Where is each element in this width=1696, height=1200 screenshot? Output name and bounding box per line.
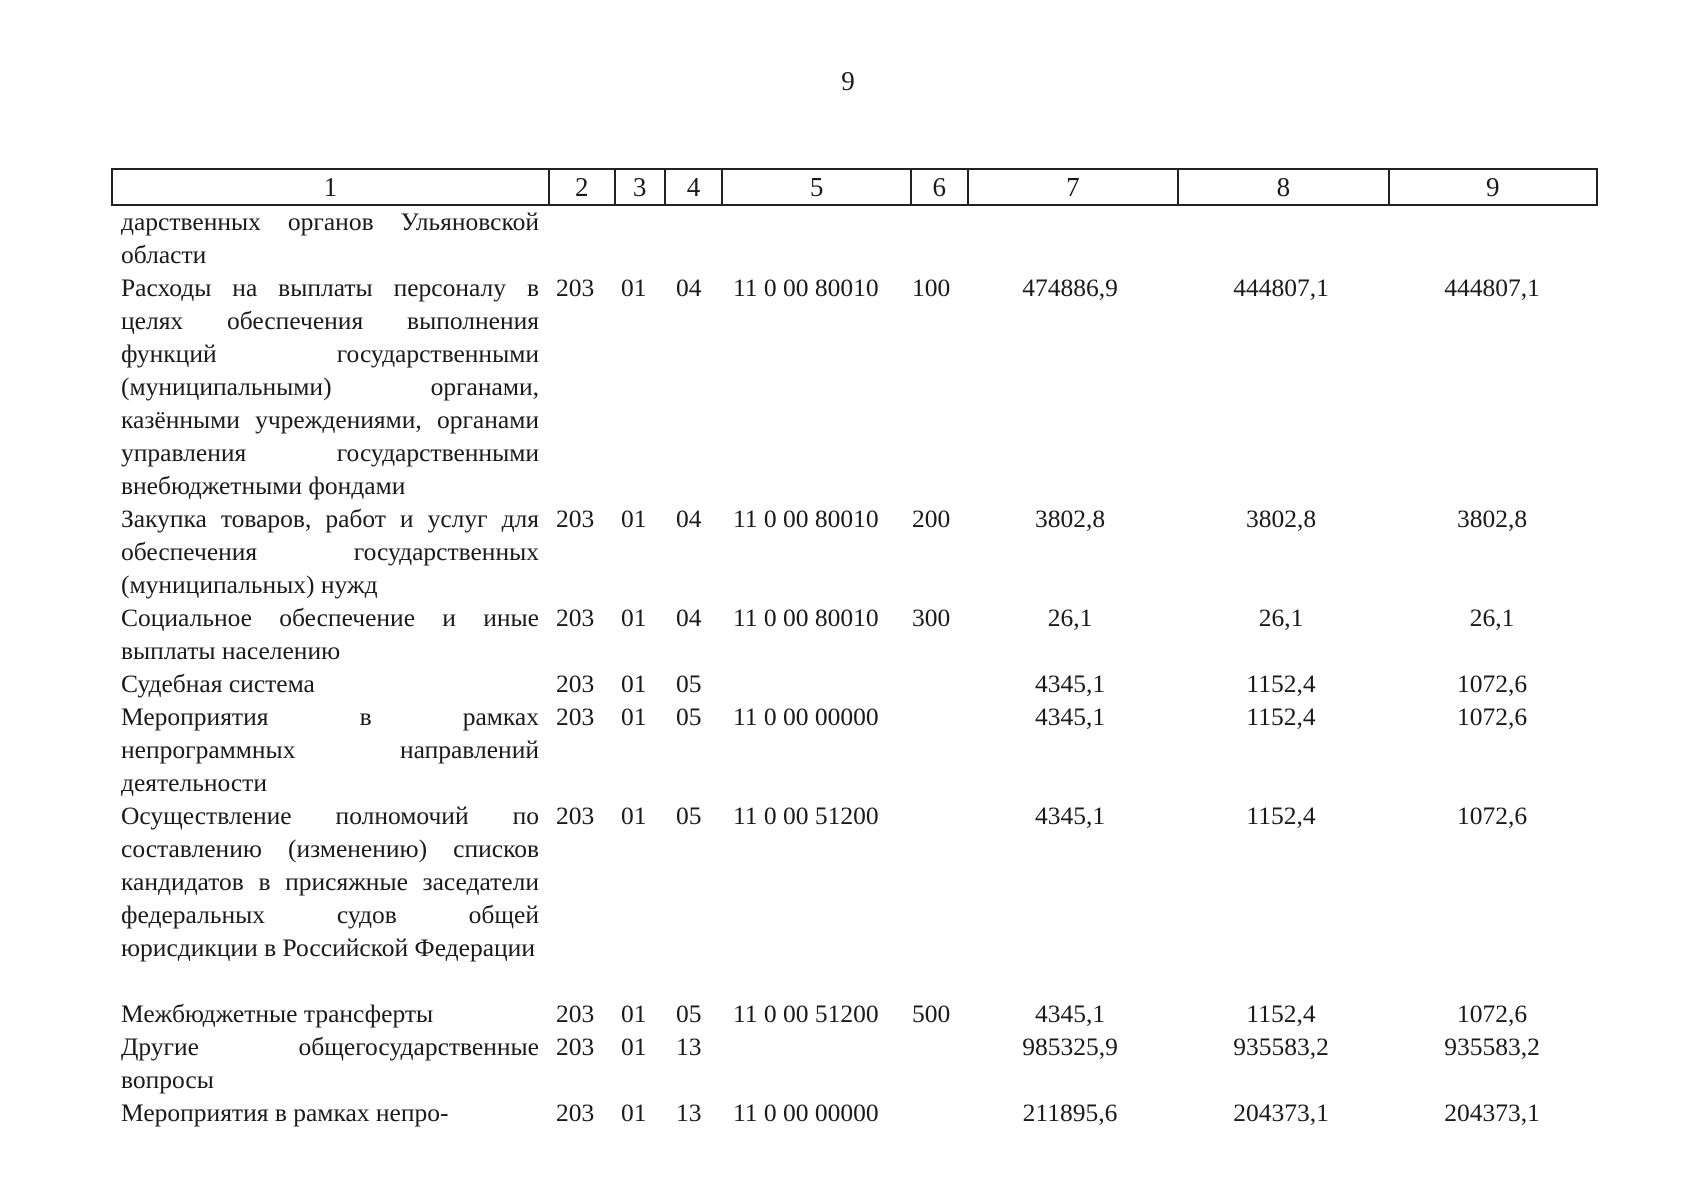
- cell-amount-8: 1152,4: [1246, 669, 1316, 698]
- cell-amount-9: 444807,1: [1444, 273, 1540, 302]
- cell-section: 01: [621, 999, 647, 1028]
- cell-amount-7: 26,1: [1047, 603, 1093, 632]
- cell-target-article: 11 0 00 80010: [733, 273, 879, 302]
- cell-amount-9: 1072,6: [1456, 702, 1528, 731]
- header-col-3: 3: [616, 170, 666, 204]
- cell-amount-8: 1152,4: [1246, 801, 1316, 830]
- table-header: [111, 168, 1598, 206]
- header-col-1: 1: [113, 170, 550, 204]
- cell-admin: 203: [556, 801, 595, 830]
- cell-section: 01: [621, 702, 647, 731]
- cell-amount-7: 211895,6: [1022, 1098, 1118, 1127]
- cell-subsection: 04: [676, 603, 702, 632]
- cell-amount-8: 204373,1: [1233, 1098, 1329, 1127]
- cell-amount-9: 1072,6: [1456, 801, 1528, 830]
- cell-amount-9: 3802,8: [1456, 504, 1528, 533]
- header-col-8: 8: [1179, 170, 1389, 204]
- cell-amount-9: 935583,2: [1444, 1032, 1540, 1061]
- cell-section: 01: [621, 603, 647, 632]
- row-name: Мероприятия в рамках непро-: [121, 1098, 449, 1127]
- cell-amount-9: 1072,6: [1456, 999, 1528, 1028]
- cell-admin: 203: [556, 603, 595, 632]
- cell-admin: 203: [556, 702, 595, 731]
- header-col-9: 9: [1486, 172, 1500, 202]
- cell-target-article: 11 0 00 80010: [733, 504, 879, 533]
- cell-section: 01: [621, 801, 647, 830]
- page-number: 9: [841, 66, 855, 96]
- row-name: Закупка товаров, работ и услуг для обеспечения государственных (муниципальных) нужд: [121, 504, 539, 599]
- cell-admin: 203: [556, 1032, 595, 1061]
- header-col-2: 2: [550, 170, 616, 204]
- cell-target-article: 11 0 00 00000: [733, 1098, 879, 1127]
- cell-target-article: 11 0 00 00000: [733, 702, 879, 731]
- cell-amount-7: 3802,8: [1034, 504, 1106, 533]
- cell-amount-9: 204373,1: [1444, 1098, 1540, 1127]
- cell-amount-8: 26,1: [1258, 603, 1304, 632]
- cell-amount-8: 1152,4: [1246, 999, 1316, 1028]
- cell-target-article: 11 0 00 80010: [733, 603, 879, 632]
- cell-amount-7: 4345,1: [1034, 801, 1106, 830]
- cell-admin: 203: [556, 669, 595, 698]
- cell-section: 01: [621, 669, 647, 698]
- cell-target-article: 11 0 00 51200: [733, 801, 879, 830]
- row-name: Межбюджетные трансферты: [121, 999, 434, 1028]
- cell-amount-7: 4345,1: [1034, 669, 1106, 698]
- cell-section: 01: [621, 1032, 647, 1061]
- cell-expense-type: 500: [912, 999, 951, 1028]
- row-name: Мероприятия в рамках непрограммных направлений деятельности: [121, 702, 539, 797]
- cell-amount-8: 1152,4: [1246, 702, 1316, 731]
- cell-subsection: 05: [676, 702, 702, 731]
- cell-amount-8: 3802,8: [1245, 504, 1317, 533]
- cell-amount-9: 1072,6: [1456, 669, 1528, 698]
- cell-admin: 203: [556, 273, 595, 302]
- row-name: Социальное обеспечение и иные выплаты населению: [121, 603, 539, 665]
- cell-expense-type: 300: [912, 603, 951, 632]
- cell-subsection: 04: [676, 273, 702, 302]
- cell-subsection: 05: [676, 999, 702, 1028]
- cell-amount-7: 4345,1: [1034, 702, 1106, 731]
- row-name: дарственных органов Ульяновской области: [121, 207, 539, 269]
- cell-section: 01: [621, 1098, 647, 1127]
- cell-subsection: 13: [676, 1032, 702, 1061]
- cell-amount-7: 474886,9: [1022, 273, 1118, 302]
- header-col-7: 7: [969, 170, 1179, 204]
- row-name: Другие общегосударственные вопросы: [121, 1032, 539, 1094]
- cell-admin: 203: [556, 999, 595, 1028]
- header-col-5: 5: [723, 170, 911, 204]
- header-col-6: 6: [912, 170, 969, 204]
- cell-subsection: 05: [676, 801, 702, 830]
- row-name: Расходы на выплаты персоналу в целях обеспечения выполнения функций государственными (муниципальными) органами, казёнными учреждениями, органами управления государственными внебюджетными фондами: [121, 273, 539, 500]
- cell-section: 01: [621, 504, 647, 533]
- cell-subsection: 05: [676, 669, 702, 698]
- row-name: Осуществление полномочий по составлению (изменению) списков кандидатов в присяжные заседатели федеральных судов общей юрисдикции в Российской Федерации: [121, 801, 539, 962]
- cell-subsection: 13: [676, 1098, 702, 1127]
- cell-amount-8: 444807,1: [1233, 273, 1329, 302]
- cell-expense-type: 100: [912, 273, 951, 302]
- cell-expense-type: 200: [912, 504, 951, 533]
- cell-target-article: 11 0 00 51200: [733, 999, 879, 1028]
- cell-amount-8: 935583,2: [1233, 1032, 1329, 1061]
- cell-admin: 203: [556, 504, 595, 533]
- row-name: Судебная система: [121, 669, 315, 698]
- cell-amount-9: 26,1: [1469, 603, 1515, 632]
- cell-admin: 203: [556, 1098, 595, 1127]
- header-col-4: 4: [666, 170, 724, 204]
- cell-section: 01: [621, 273, 647, 302]
- cell-amount-7: 985325,9: [1022, 1032, 1118, 1061]
- cell-subsection: 04: [676, 504, 702, 533]
- cell-amount-7: 4345,1: [1034, 999, 1106, 1028]
